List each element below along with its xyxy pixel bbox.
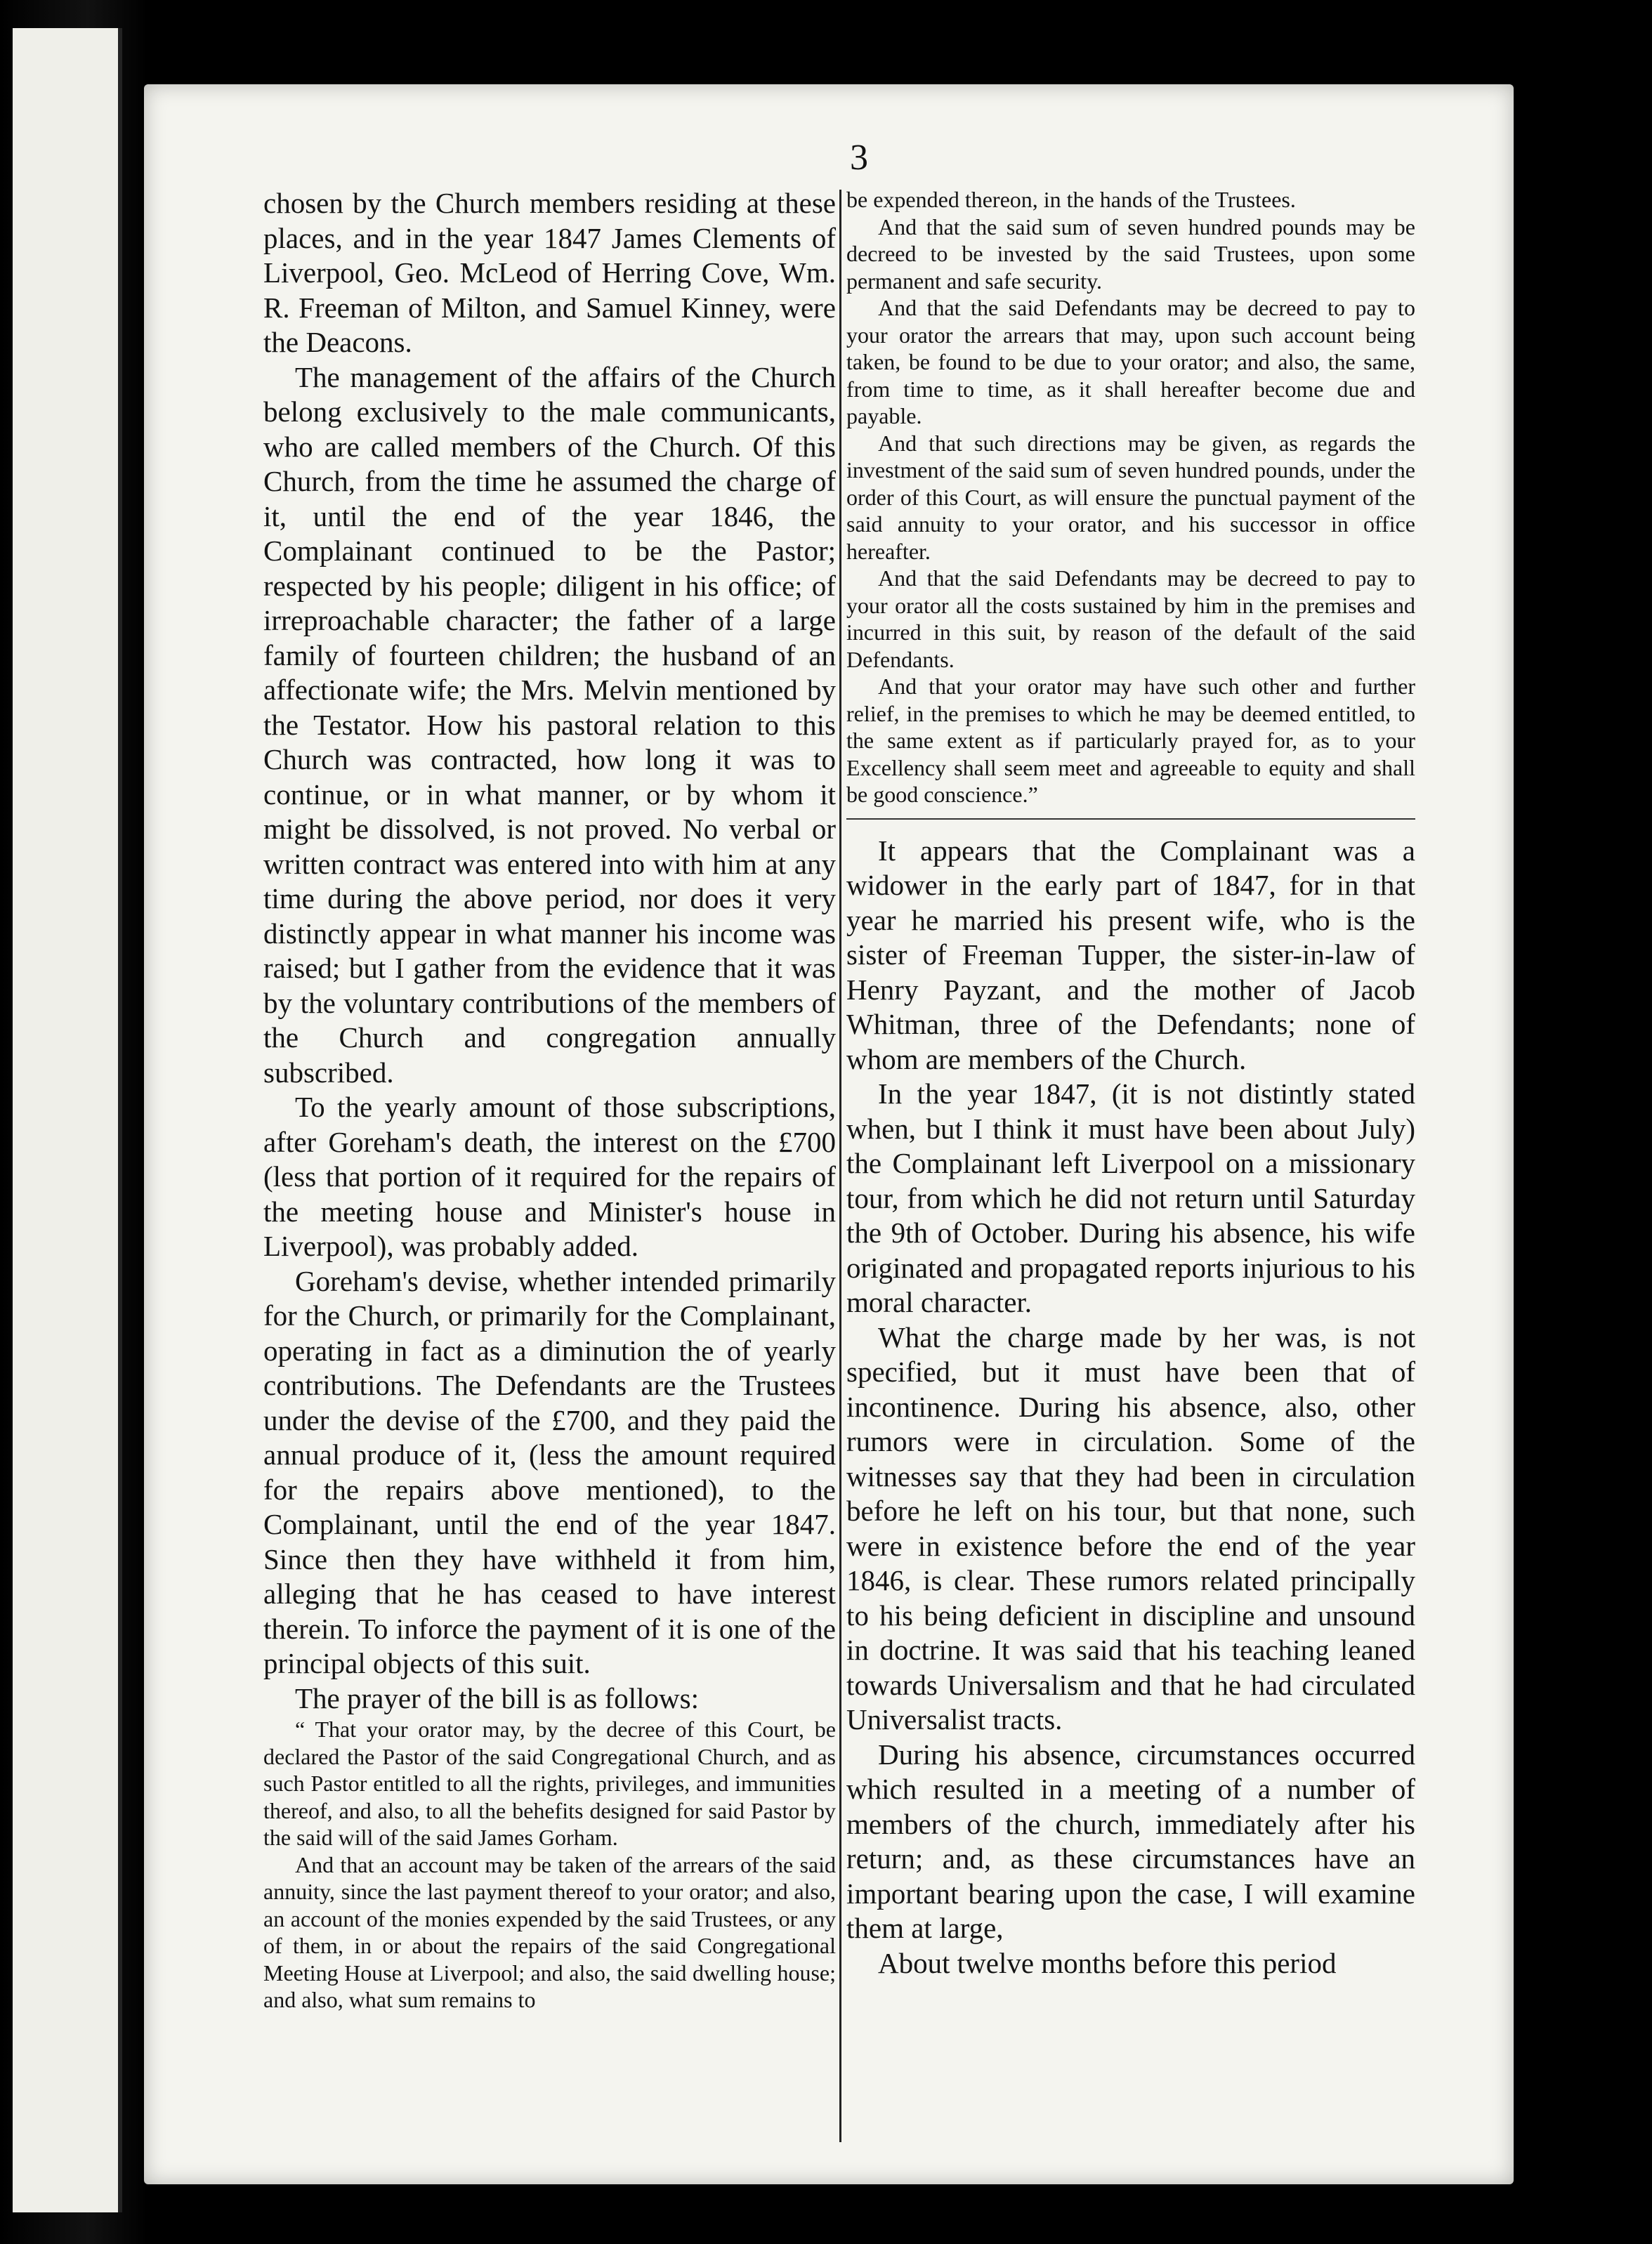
scan-right-border	[1512, 0, 1652, 2244]
section-rule	[846, 818, 1415, 820]
paragraph: chosen by the Church members residing at these places, and in the year 1847 James Clements of Liverpool, Geo. McLeod of Herring Cove, Wm. R. Freeman of Milton, and Samuel Kinney, were the Deacons.	[263, 187, 836, 358]
paragraph: To the yearly amount of those subscriptions, after Goreham's death, the interest on the £700 (less that portion of it required for the repairs of the meeting house and Minister's house in Liverpool), was probably added.	[263, 1091, 836, 1262]
paragraph: And that such directions may be given, as regards the investment of the said sum of seven hundred pounds, under the order of this Court, as will ensure the punctual payment of the said annuity to your orator, and his successor in office hereafter.	[846, 430, 1415, 564]
paragraph: be expended thereon, in the hands of the Trustees.	[846, 187, 1296, 212]
column-divider	[839, 190, 841, 2142]
paragraph: And that the said sum of seven hundred pounds may be decreed to be invested by the said Trustees, upon some permanent and safe security.	[846, 214, 1415, 294]
paragraph: The management of the affairs of the Church belong exclusively to the male communicants, who are called members of the Church. Of this Church, from the time he assumed the charge of it, until the end of the year 1846, the Complainant continued to be the Pastor; respected by his people; diligent in his office; of irreproachable character; the father of a large family of fourteen children; the husband of an affectionate wife; the Mrs. Melvin mentioned by the Testator. How his pastoral relation to this Church was contracted, how long it was to continue, or in what manner, or by whom it might be dissolved, is not proved. No verbal or written contract was entered into with him at any time during the above period, nor does it very distinctly appear in what manner his income was raised; but I gather from the evidence that it was by the voluntary contributions of the members of the Church and congregation annually subscribed.	[263, 360, 836, 1089]
paragraph: During his absence, circumstances occurred which resulted in a meeting of a number of members of the church, immediately after his return; and, as these circumstances have an important bearing upon the case, I will examine them at large,	[846, 1738, 1415, 1944]
paragraph: Goreham's devise, whether intended primarily for the Church, or primarily for the Complainant, operating in fact as a diminution the of yearly contributions. The Defendants are the Trustees under the devise of the £700, and they paid the annual produce of it, (less the amount required for the repairs above mentioned), to the Complainant, until the end of the year 1847. Since then they have withheld it from him, alleging that he has ceased to have interest therein. To inforce the payment of it is one of the principal objects of this suit.	[263, 1264, 836, 1679]
right-text-column	[846, 186, 1415, 1981]
left-text-column	[263, 186, 836, 2014]
judgment-text	[846, 834, 1415, 1981]
paragraph: “ That your orator may, by the decree of this Court, be declared the Pastor of the said Congregational Church, and as such Pastor entitled to all the rights, privileges, and immunities thereof, and also, to all the behefits designed for said Pastor by the said will of the said James Gorham.	[263, 1717, 836, 1850]
paragraph: What the charge made by her was, is not specified, but it must have been that of incontinence. During his absence, also, other rumors were in circulation. Some of the witnesses say that they had been in circulation before he left on his tour, but that none, such were in existence before the end of the year 1846, is clear. These rumors related principally to his being deficient in discipline and unsound in doctrine. It was said that his teaching leaned towards Universalism and that he had circulated Universalist tracts.	[846, 1320, 1415, 1736]
paragraph: About twelve months before this period	[878, 1946, 1337, 1979]
paragraph: And that the said Defendants may be decreed to pay to your orator all the costs sustained by him in the premises and incurred in this suit, by reason of the default of the said Defendants.	[846, 565, 1415, 672]
paragraph: And that the said Defendants may be decreed to pay to your orator the arrears that may, upon such account being taken, be found to be due to your orator; and also, the same, from time to time, as it shall hereafter become due and payable.	[846, 295, 1415, 428]
paragraph: It appears that the Complainant was a widower in the early part of 1847, for in that year he married his present wife, who is the sister of Freeman Tupper, the sister-in-law of Henry Payzant, and the mother of Jacob Whitman, three of the Defendants; none of whom are members of the Church.	[846, 834, 1415, 1075]
paragraph: And that your orator may have such other and further relief, in the premises to which he may be deemed entitled, to the same extent as if particularly prayed for, as to your Excellency shall seem meet and agreeable to equity and shall be good conscience.”	[846, 674, 1415, 807]
paragraph: And that an account may be taken of the arrears of the said annuity, since the last payment thereof to your orator; and also, an account of the monies expended by the said Trustees, or any of them, in or about the repairs of the said Congregational Meeting House at Liverpool; and also, the said dwelling house; and also, what sum remains to	[263, 1851, 836, 2012]
paragraph: The prayer of the bill is as follows:	[295, 1681, 700, 1714]
prayer-continuation	[846, 186, 1415, 808]
paragraph: In the year 1847, (it is not distintly stated when, but I think it must have been about July) the Complainant left Liverpool on a missionary tour, from which he did not return until Saturday the 9th of October. During his absence, his wife originated and propagated reports injurious to his moral character.	[846, 1077, 1415, 1318]
page-number: 3	[850, 138, 868, 178]
facing-page-edge	[13, 28, 122, 2212]
